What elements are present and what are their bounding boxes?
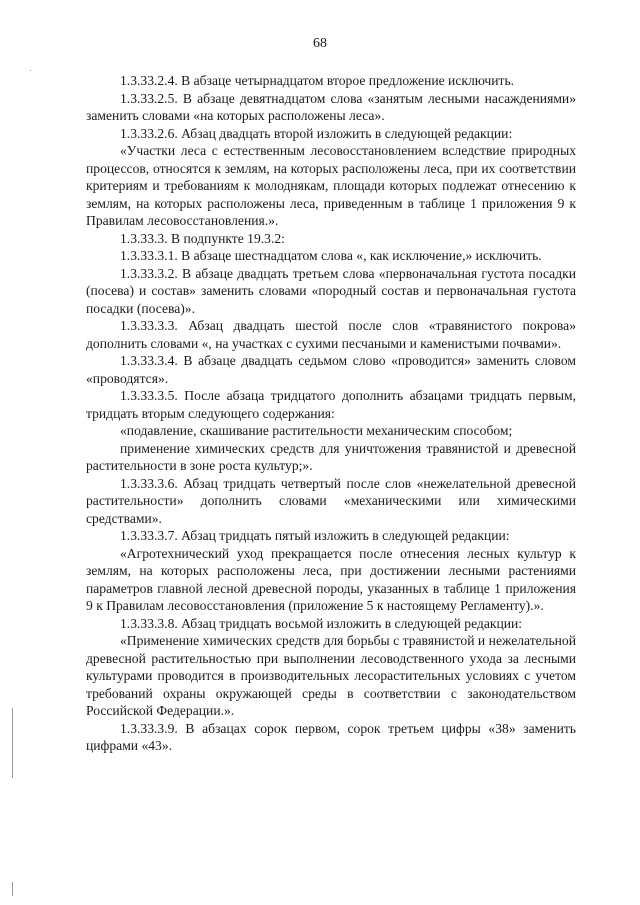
- quoted-paragraph: «Участки леса с естественным лесовосстановлением вследствие природных процессов, относятся к землям, на которых расположены леса, при их соответствии критериям и требованиям к молоднякам, площади которых подлежат отнесению к землям, на которых расположены леса, приведенным в таблице 1 приложения 9 к Правилам лесовосстановления.».: [86, 143, 576, 228]
- scan-artifact: [30, 70, 31, 71]
- paragraph: 1.3.33.3.9. В абзацах сорок первом, сорок третьем цифры «38» заменить цифрами «43».: [86, 720, 576, 753]
- paragraph: 1.3.33.2.6. Абзац двадцать второй изложить в следующей редакции:: [120, 125, 513, 141]
- paragraph: 1.3.33.2.4. В абзаце четырнадцатом второе предложение исключить.: [120, 73, 515, 88]
- document-body: [86, 72, 576, 755]
- paragraph: 1.3.33.3.2. В абзаце двадцать третьем слова «первоначальная густота посадки (посева) и состав» заменить словами «породный состав и первоначальная густота посадки (посева)».: [86, 265, 576, 316]
- paragraph: 1.3.33.3.3. Абзац двадцать шестой после слов «травянистого покрова» дополнить словами «, на участках с сухими песчаными и каменистыми почвами».: [86, 318, 576, 351]
- quoted-paragraph: применение химических средств для уничтожения травянистой и древесной растительности в зоне роста культур;».: [86, 440, 576, 473]
- paragraph: 1.3.33.3.8. Абзац тридцать восьмой изложить в следующей редакции:: [120, 615, 523, 631]
- paragraph: 1.3.33.3.5. После абзаца тридцатого дополнить абзацами тридцать первым, тридцать вторым следующего содержания:: [86, 388, 576, 421]
- quoted-paragraph: «подавление, скашивание растительности механическим способом;: [120, 423, 513, 438]
- paragraph: 1.3.33.3. В подпункте 19.3.2:: [120, 230, 285, 246]
- paragraph: 1.3.33.3.4. В абзаце двадцать седьмом слово «проводится» заменить словом «проводятся».: [86, 353, 576, 386]
- paragraph: 1.3.33.3.7. Абзац тридцать пятый изложить в следующей редакции:: [120, 528, 510, 543]
- scan-artifact: [12, 882, 13, 896]
- scan-artifact: [12, 708, 13, 778]
- quoted-paragraph: «Агротехнический уход прекращается после отнесения лесных культур к землям, на которых расположены леса, при достижении лесными растениями параметров главной лесной древесной породы, указанных в таблице 1 приложения 9 к Правилам лесовосстановления (приложение 5 к настоящему Регламенту).».: [86, 545, 576, 613]
- page-number: 68: [313, 36, 327, 51]
- paragraph: 1.3.33.2.5. В абзаце девятнадцатом слова «занятым лесными насаждениями» заменить словами «на которых расположены леса».: [86, 90, 576, 123]
- paragraph: 1.3.33.3.6. Абзац тридцать четвертый после слов «нежелательной древесной растительности» дополнить словами «механическими или химическими средствами».: [86, 475, 576, 526]
- quoted-paragraph: «Применение химических средств для борьбы с травянистой и нежелательной древесной растительностью при выполнении лесоводственного ухода за лесными культурами проводится в производительных лесорастительных условиях с учетом требований охраны окружающей среды в соответствии с законодательством Российской Федерации.».: [86, 633, 576, 718]
- paragraph: 1.3.33.3.1. В абзаце шестнадцатом слова «, как исключение,» исключить.: [120, 248, 542, 263]
